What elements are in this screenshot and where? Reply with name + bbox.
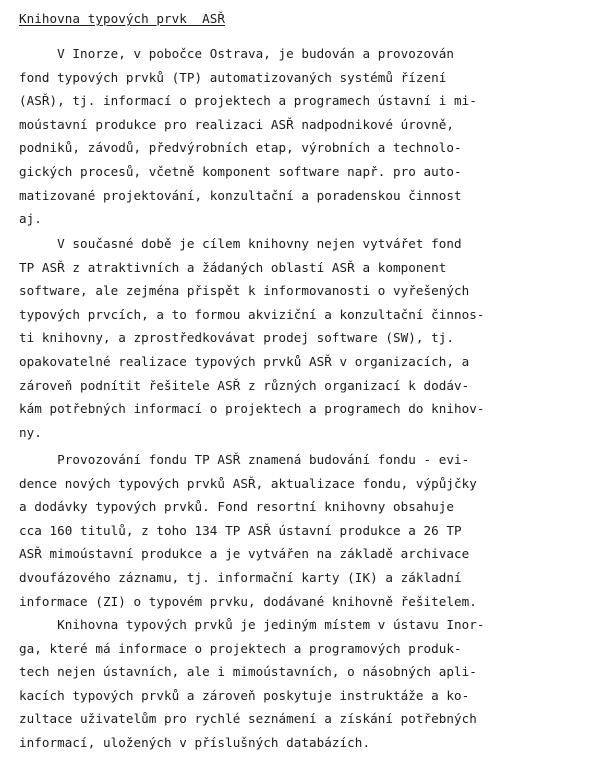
text-line: V Inorze, v pobočce Ostrava, je budován a provozován	[19, 46, 455, 61]
text-line: moústavní produkce pro realizaci ASŘ nadpodnikové úrovně,	[19, 116, 455, 132]
text-line: software, ale zejména přispět k informovanosti o vyřešených	[19, 283, 470, 299]
text-line: TP ASŘ z atraktivních a žádaných oblastí ASŘ a komponent	[19, 259, 447, 275]
text-line: ti knihovny, a zprostředkovávat prodej software (SW), tj.	[19, 330, 455, 346]
paragraph-3	[19, 448, 599, 613]
text-line: informace (ZI) o typovém prvku, dodávané knihovně řešitelem.	[19, 593, 477, 609]
text-line: podniků, závodů, předvýrobních etap, výrobních a technolo-	[19, 140, 462, 156]
text-line: typových prvcích, a to formou akviziční a konzultační činnos-	[19, 306, 485, 322]
text-line: opakovatelné realizace typových prvků ASŘ v organizacích, a	[19, 353, 470, 369]
text-line: a dodávky typových prvků. Fond resortní knihovny obsahuje	[19, 499, 455, 515]
text-line: zultace uživatelům pro rychlé seznámení a získání potřebných	[19, 711, 477, 727]
text-line: informací, uložených v příslušných databázích.	[19, 734, 371, 750]
paragraph-4	[19, 613, 599, 755]
text-line: Knihovna typových prvků je jediným místem v ústavu Inor-	[19, 617, 485, 632]
text-line: ga, které má informace o projektech a programových produk-	[19, 640, 462, 656]
text-line: matizované projektování, konzultační a poradenskou činnost	[19, 187, 462, 203]
paragraph-2	[19, 232, 599, 444]
paragraph-1	[19, 42, 599, 231]
text-line: dvoufázového záznamu, tj. informační karty (IK) a základní	[19, 569, 462, 585]
text-line: cca 160 titulů, z toho 134 TP ASŘ ústavní produkce a 26 TP	[19, 522, 462, 538]
text-line: kacích typových prvků a zároveň poskytuje instruktáže a ko-	[19, 687, 470, 703]
text-line: dence nových typových prvků ASŘ, aktualizace fondu, výpůjčky	[19, 475, 477, 491]
text-line: ny.	[19, 424, 42, 440]
text-line: aj.	[19, 211, 42, 227]
text-line: ASŘ mimoústavní produkce a je vytvářen na základě archivace	[19, 546, 470, 562]
text-line: zároveň podnítit řešitele ASŘ z různých organizací k dodáv-	[19, 377, 470, 393]
text-line: kám potřebných informací o projektech a programech do knihov-	[19, 401, 485, 417]
text-line: tech nejen ústavních, ale i mimoústavních, o násobných apli-	[19, 664, 477, 680]
text-line: gických procesů, včetně komponent software např. pro auto-	[19, 163, 462, 179]
document-title: Knihovna typových prvk ASŘ	[19, 11, 226, 26]
text-line: Provozování fondu TP ASŘ znamená budování fondu - evi-	[19, 452, 470, 467]
text-line: (ASŘ), tj. informací o projektech a programech ústavní i mi-	[19, 93, 477, 109]
text-line: fond typových prvků (TP) automatizovaných systémů řízení	[19, 69, 447, 85]
text-line: V současné době je cílem knihovny nejen vytvářet fond	[19, 236, 462, 251]
